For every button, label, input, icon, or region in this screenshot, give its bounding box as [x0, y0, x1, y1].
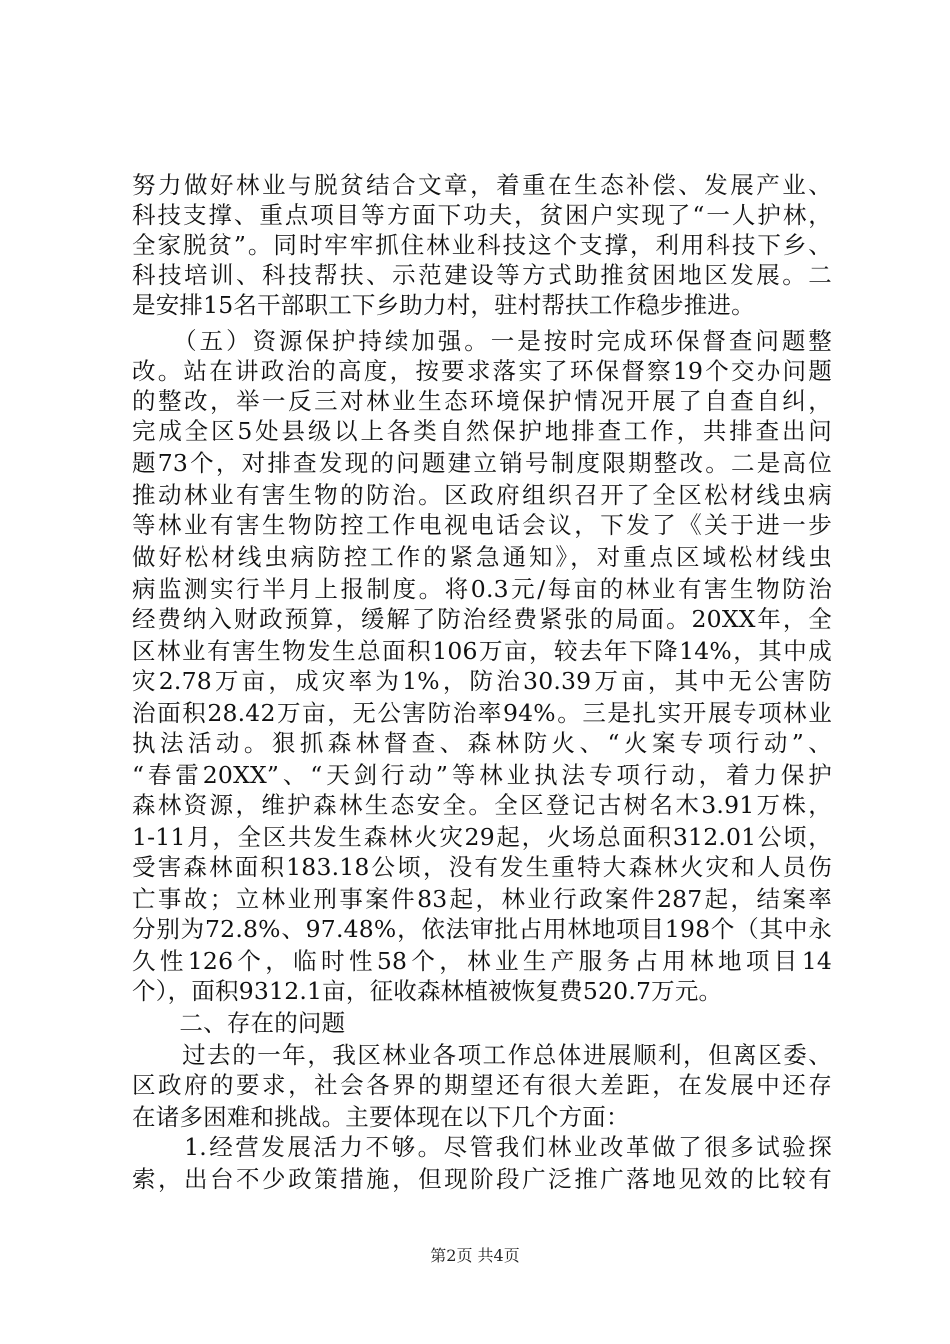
text-line: 亡事故；立林业刑事案件83起，林业行政案件287起，结案率: [132, 885, 832, 913]
text-line: 1.经营发展活力不够。尽管我们林业改革做了很多试验探: [132, 1133, 832, 1161]
text-line: 在诸多困难和挑战。主要体现在以下几个方面：: [132, 1103, 630, 1131]
text-line: “春雷20XX”、“天剑行动”等林业执法专项行动，着力保护: [132, 761, 832, 789]
text-line: 完成全区5处县级以上各类自然保护地排查工作，共排查出问: [132, 417, 832, 445]
text-line: 区林业有害生物发生总面积106万亩，较去年下降14%，其中成: [132, 637, 832, 665]
text-line: 治面积28.42万亩，无公害防治率94%。三是扎实开展专项林业: [132, 699, 832, 727]
text-line: 森林资源，维护森林生态安全。全区登记古树名木3.91万株，: [132, 791, 832, 819]
text-line: 索，出台不少政策措施，但现阶段广泛推广落地见效的比较有: [132, 1165, 832, 1193]
text-line: 个），面积9312.1亩，征收森林植被恢复费520.7万元。: [132, 977, 723, 1005]
text-line: 全家脱贫”。同时牢牢抓住林业科技这个支撑，利用科技下乡、: [132, 231, 832, 259]
text-line: 执法活动。狠抓森林督查、森林防火、“火案专项行动”、: [132, 729, 832, 757]
text-line: 等林业有害生物防控工作电视电话会议，下发了《关于进一步: [132, 511, 832, 539]
section-heading: 二、存在的问题: [132, 1009, 346, 1037]
text-line: 是安排15名干部职工下乡助力村，驻村帮扶工作稳步推进。: [132, 291, 755, 319]
text-line: 科技支撑、重点项目等方面下功夫，贫困户实现了“一人护林，: [132, 201, 832, 229]
text-line: 受害森林面积183.18公顷，没有发生重特大森林火灾和人员伤: [132, 853, 832, 881]
text-line: 做好松材线虫病防控工作的紧急通知》，对重点区域松材线虫: [132, 543, 832, 571]
text-line: 改。站在讲政治的高度，按要求落实了环保督察19个交办问题: [132, 357, 832, 385]
page-number-footer: 第2页 共4页: [430, 1246, 520, 1265]
text-line: （五）资源保护持续加强。一是按时完成环保督查问题整: [132, 327, 832, 355]
text-line: 推动林业有害生物的防治。区政府组织召开了全区松材线虫病: [132, 481, 832, 509]
text-line: 科技培训、科技帮扶、示范建设等方式助推贫困地区发展。二: [132, 261, 832, 289]
text-line: 经费纳入财政预算，缓解了防治经费紧张的局面。20XX年，全: [132, 605, 832, 633]
text-line: 病监测实行半月上报制度。将0.3元/每亩的林业有害生物防治: [132, 575, 832, 603]
text-line: 1-11月，全区共发生森林火灾29起，火场总面积312.01公顷，: [132, 823, 832, 851]
text-line: 过去的一年，我区林业各项工作总体进展顺利，但离区委、: [132, 1041, 832, 1069]
text-line: 的整改，举一反三对林业生态环境保护情况开展了自查自纠，: [132, 387, 832, 415]
text-line: 区政府的要求，社会各界的期望还有很大差距，在发展中还存: [132, 1071, 832, 1099]
text-line: 分别为72.8%、97.48%，依法审批占用林地项目198个（其中永: [132, 915, 832, 943]
text-line: 久性126个，临时性58个，林业生产服务占用林地项目14: [132, 947, 832, 975]
text-line: 题73个，对排查发现的问题建立销号制度限期整改。二是高位: [132, 449, 832, 477]
text-line: 灾2.78万亩，成灾率为1%，防治30.39万亩，其中无公害防: [132, 667, 832, 695]
text-line: 努力做好林业与脱贫结合文章，着重在生态补偿、发展产业、: [132, 171, 832, 199]
